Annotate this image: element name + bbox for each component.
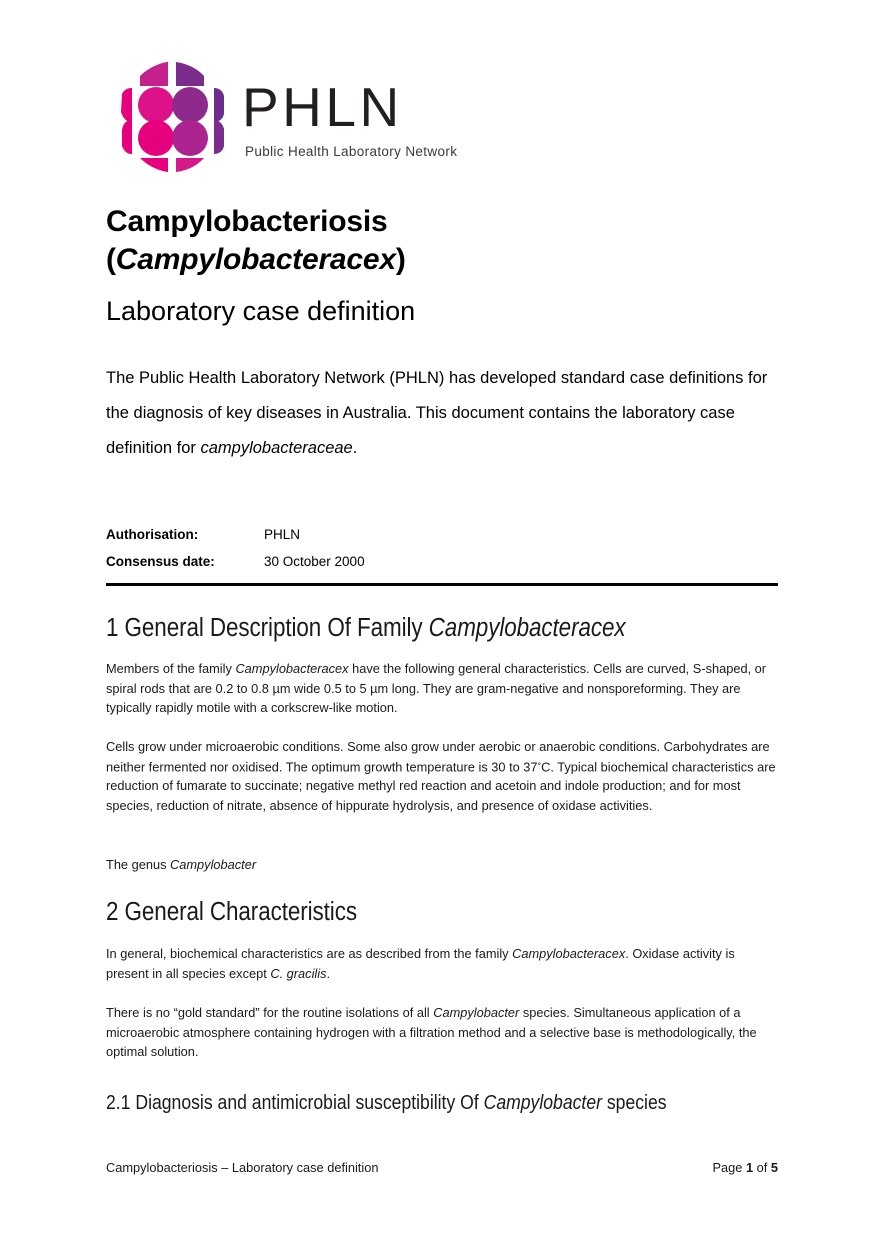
s2p2-part-0: There is no “gold standard” for the routine isolations of all: [106, 1005, 434, 1020]
phln-wordmark: PHLN: [242, 75, 403, 138]
s2p1-part-1: Campylobacteracex: [512, 946, 626, 961]
subsection-2-1-heading: [106, 1092, 775, 1115]
p3-part-0: The genus: [106, 857, 171, 872]
s2p2-part-1: Campylobacter: [433, 1005, 520, 1020]
s2p1-part-3: C. gracilis: [270, 965, 327, 981]
s2p2-part-2: species. Simultaneous application of a microaerobic atmosphere containing hydrogen with a filtration method and a selective base is methodologically, the optimal solution.: [106, 1005, 757, 1059]
section-1-paragraph-2: [106, 737, 778, 815]
s2p1-part-0: In general, biochemical characteristics are as described from the family: [106, 946, 513, 961]
title-family-name: Campylobacteracex: [115, 243, 396, 277]
intro-text-after: .: [352, 439, 358, 457]
page-footer: [106, 1160, 778, 1175]
section-1-heading-text: 1 General Description Of Family: [106, 614, 429, 642]
footer-page-middle: of: [753, 1160, 771, 1175]
page-title: [106, 203, 806, 279]
section-2-paragraph-1: [106, 944, 778, 983]
p2-part-2: C. Typical biochemical characteristics are reduction of fumarate to succinate; negative methyl red reaction and acetoin and indole production; and for most species, reduction of nitrate, absence of hippurate hydrolysis, and presence of oxidase activities.: [106, 758, 776, 813]
metadata-row-authorisation: [106, 521, 606, 548]
intro-italic-term: campylobacteraceae: [200, 439, 353, 457]
phln-logo: [106, 52, 457, 180]
title-line-1: Campylobacteriosis: [106, 205, 388, 238]
section-2-paragraph-2: [106, 1003, 778, 1062]
authorisation-label: Authorisation:: [106, 527, 199, 542]
section-1-paragraph-1: [106, 659, 778, 718]
section-2-heading-text: 2 General Characteristics: [106, 898, 357, 926]
footer-total-pages: 5: [770, 1160, 778, 1175]
phln-logo-text: [242, 74, 457, 159]
intro-paragraph: [106, 361, 778, 466]
subsection-2-1-trailing: species: [601, 1092, 667, 1114]
section-1-heading: [106, 614, 722, 643]
p1-part-2: have the following general characteristics. Cells are curved, S-shaped, or spiral rods that are 0.2 to 0.8 µm wide 0.5 to 5 µm long. They are gram-negative and nonsporeforming. They are typically rapidly motile with a corkscrew-like motion.: [106, 661, 767, 715]
intro-text-before: The Public Health Laboratory Network (PHLN) has developed standard case definitions for the diagnosis of key diseases in Australia. This document contains the laboratory case definition for: [106, 369, 768, 457]
phln-logo-mark-icon: [106, 52, 238, 180]
consensus-date-label: Consensus date:: [106, 554, 215, 569]
title-paren-open: (: [106, 243, 116, 277]
s2p1-part-2: . Oxidase activity is present in all species except: [106, 946, 735, 981]
p1-part-1: Campylobacteracex: [235, 661, 349, 676]
footer-current-page: 1: [745, 1160, 754, 1175]
header-divider: [106, 583, 778, 586]
subsection-2-1-italic: Campylobacter: [483, 1092, 602, 1114]
p1-part-0: Members of the family: [106, 661, 236, 676]
section-1-heading-italic: Campylobacteracex: [428, 614, 626, 642]
p2-degree-symbol: °: [537, 760, 542, 771]
metadata-row-consensus-date: [106, 548, 606, 575]
phln-tagline: Public Health Laboratory Network: [245, 143, 458, 159]
page-subtitle: Laboratory case definition: [106, 296, 416, 326]
title-paren-close: ): [395, 243, 406, 277]
footer-document-name: Campylobacteriosis – Laboratory case definition: [106, 1160, 379, 1175]
document-metadata: [106, 521, 606, 575]
consensus-date-value: 30 October 2000: [264, 554, 365, 569]
s2p1-part-4: .: [326, 965, 331, 981]
footer-page-prefix: Page: [712, 1160, 746, 1175]
p3-part-1: Campylobacter: [170, 857, 257, 872]
p2-part-0: Cells grow under microaerobic conditions. Some also grow under aerobic or anaerobic conditions. Carbohydrates are neither fermented nor oxidised. The optimum growth temperature is 30 to 37: [106, 739, 770, 774]
section-2-heading: [106, 898, 722, 927]
section-1-paragraph-3: [106, 855, 778, 875]
authorisation-value: PHLN: [264, 527, 301, 542]
subsection-2-1-text: 2.1 Diagnosis and antimicrobial susceptibility Of: [106, 1092, 484, 1114]
footer-page-number: [713, 1160, 779, 1175]
